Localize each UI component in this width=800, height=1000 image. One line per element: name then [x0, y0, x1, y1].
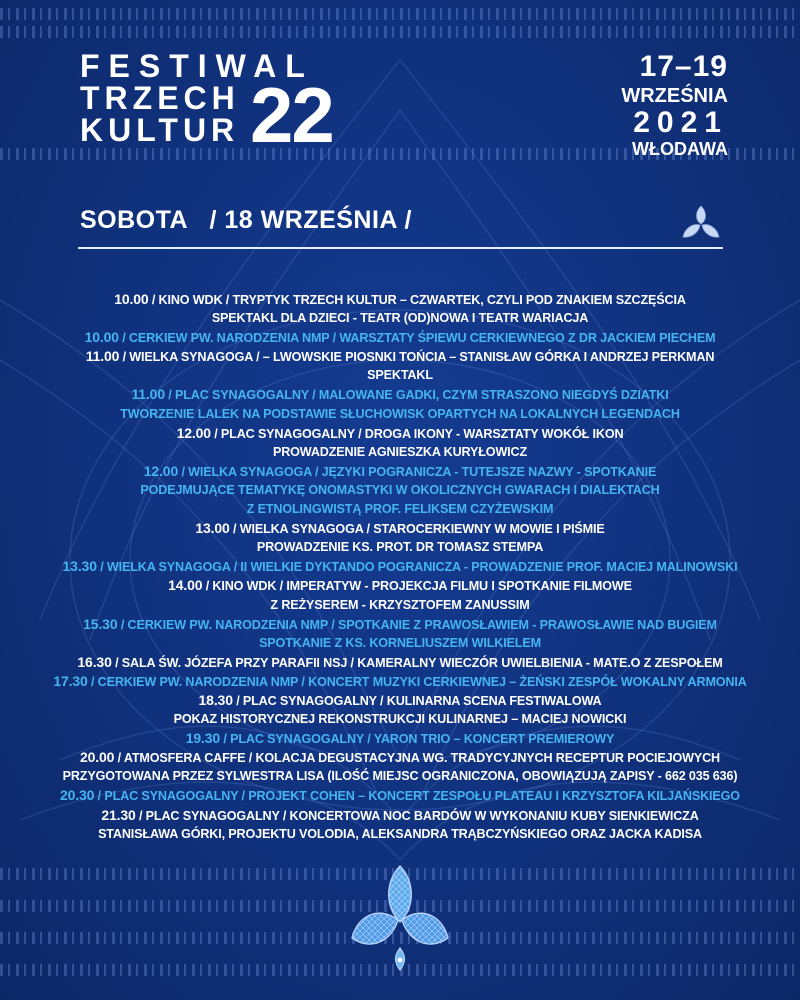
dates-year: 2021	[633, 106, 728, 139]
schedule-row	[0, 615, 800, 634]
schedule-line	[212, 309, 588, 328]
schedule-line	[174, 710, 627, 729]
schedule-description: / PLAC SYNAGOGALNY / MALOWANE GADKI, CZYM STRASZONO NIEGDYŚ DZIATKI	[164, 388, 669, 403]
schedule-line	[53, 672, 746, 692]
schedule-description: / SALA ŚW. JÓZEFA PRZY PARAFII NSJ / KAMERALNY WIECZÓR UWIELBIENIA - MATE.O Z ZESPOŁEM	[111, 655, 723, 670]
schedule-description: / KINO WDK / IMPERATYW - PROJEKCJA FILMU I SPOTKANIE FILMOWE	[202, 579, 632, 594]
schedule-row	[0, 653, 800, 672]
schedule-line	[273, 443, 527, 462]
schedule-description: / KINO WDK / TRYPTYK TRZECH KULTUR – CZWARTEK, CZYLI POD ZNAKIEM SZCZĘŚCIA	[148, 293, 686, 307]
schedule-line	[177, 424, 624, 444]
schedule-line	[168, 576, 632, 596]
schedule-row	[0, 596, 800, 615]
schedule-row	[0, 500, 800, 519]
schedule-line	[367, 366, 433, 385]
schedule-line	[195, 519, 604, 539]
schedule-row	[0, 672, 800, 691]
schedule-time: 19.30	[185, 730, 221, 747]
schedule-description: PROWADZENIE AGNIESZKA KURYŁOWICZ	[272, 444, 528, 459]
schedule-line	[140, 481, 659, 500]
schedule-description: / ATMOSFERA CAFFE / KOLACJA DEGUSTACYJNA WG. TRADYCYJNYCH RECEPTUR POCIEJOWYCH	[114, 751, 721, 766]
schedule-description: PODEJMUJĄCE TEMATYKĘ ONOMASTYKI W OKOLICZNYCH GWARACH I DIALEKTACH	[140, 482, 660, 497]
schedule-description: Z REŻYSEREM - KRZYSZTOFEM ZANUSSIM	[270, 597, 530, 612]
schedule-description: / CERKIEW PW. NARODZENIA NMP / SPOTKANIE Z PRAWOSŁAWIEM - PRAWOSŁAWIE NAD BUGIEM	[117, 617, 717, 632]
dates-month: WRZEŚNIA	[621, 85, 728, 107]
schedule-line	[85, 328, 716, 348]
schedule-time: 13.00	[195, 520, 230, 537]
trefoil-emblem-icon	[680, 204, 722, 240]
schedule-description: SPEKTAKL	[367, 368, 433, 383]
schedule-line	[63, 767, 738, 786]
schedule-time: 20.30	[60, 787, 95, 804]
schedule-description: SPOTKANIE Z KS. KORNELIUSZEM WILKIELEM	[259, 635, 541, 650]
schedule-description: TWORZENIE LALEK NA PODSTAWIE SŁUCHOWISK OPARTYCH NA LOKALNYCH LEGENDACH	[120, 406, 680, 421]
schedule-line	[270, 596, 529, 615]
logo-line-trzech: TRZECH	[80, 80, 240, 116]
schedule-row	[0, 576, 800, 595]
schedule-description: / PLAC SYNAGOGALNY / PROJEKT COHEN – KONCERT ZESPOŁU PLATEAU I KRZYSZTOFA KILJAŃSKIEGO	[94, 789, 740, 804]
schedule-row	[0, 710, 800, 729]
schedule-row	[0, 729, 800, 748]
schedule-description: PROWADZENIE KS. PROT. DR TOMASZ STEMPA	[256, 540, 544, 555]
schedule-row	[0, 519, 800, 538]
schedule-line	[101, 806, 698, 826]
schedule-time: 21.30	[101, 806, 136, 823]
schedule-row	[0, 347, 800, 366]
schedule-description: / CERKIEW PW. NARODZENIA NMP / WARSZTATY ŚPIEWU CERKIEWNEGO Z DR JACKIEM PIECHEM	[118, 331, 716, 346]
schedule-row	[0, 557, 800, 576]
schedule-time: 17.30	[53, 672, 88, 689]
schedule-time: 16.30	[77, 653, 112, 670]
schedule-row	[0, 691, 800, 710]
schedule-time: 10.00	[114, 291, 149, 307]
schedule-row	[0, 806, 800, 825]
schedule-line	[98, 825, 702, 844]
schedule-row	[0, 405, 800, 424]
schedule-description: / WIELKA SYNAGOGA / II WIELKIE DYKTANDO POGRANICZA - PROWADZENIE PROF. MACIEJ MALINOWSKI	[96, 560, 738, 575]
logo-line-kultur: KULTUR	[80, 112, 240, 148]
schedule-row	[0, 825, 800, 844]
schedule-description: / WIELKA SYNAGOGA / JĘZYKI POGRANICZA - TUTEJSZE NAZWY - SPOTKANIE	[178, 464, 657, 479]
schedule-description: Z ETNOLINGWISTĄ PROF. FELIKSEM CZYŻEWSKIM	[246, 502, 554, 517]
day-title: SOBOTA / 18 WRZEŚNIA /	[80, 206, 412, 234]
schedule-row	[0, 366, 800, 385]
schedule-line	[199, 691, 602, 711]
schedule-time: 11.00	[85, 348, 120, 365]
schedule-row	[0, 443, 800, 462]
festival-logo	[80, 48, 333, 159]
schedule-time: 10.00	[84, 329, 119, 346]
schedule-description: POKAZ HISTORYCZNEJ REKONSTRUKCJI KULINARNEJ – MACIEJ NOWICKI	[173, 712, 627, 727]
schedule-description: / PLAC SYNAGOGALNY / DROGA IKONY - WARSZTATY WOKÓŁ IKON	[210, 426, 624, 441]
schedule-time: 18.30	[198, 691, 233, 708]
schedule-row	[0, 328, 800, 347]
schedule-line	[131, 385, 668, 405]
schedule-row	[0, 748, 800, 767]
trefoil-emblem-icon	[348, 862, 452, 974]
schedule-line	[80, 748, 720, 768]
schedule-time: 15.30	[83, 615, 118, 632]
schedule-row	[0, 290, 800, 309]
schedule-time: 14.00	[168, 577, 203, 594]
schedule-time: 13.30	[62, 558, 97, 575]
schedule-row	[0, 424, 800, 443]
schedule-row	[0, 481, 800, 500]
schedule-line	[186, 729, 614, 749]
schedule-time: 12.00	[143, 462, 179, 479]
schedule-description: PRZYGOTOWANA PRZEZ SYLWESTRA LISA (ILOŚĆ MIEJSC OGRANICZONA, OBOWIĄZUJĄ ZAPISY - 662 035 636)	[62, 769, 738, 784]
schedule-line	[83, 615, 717, 635]
schedule-list	[0, 290, 800, 844]
logo-line-festiwal: FESTIWAL	[80, 48, 314, 84]
schedule-line	[259, 634, 541, 653]
schedule-row	[0, 767, 800, 786]
schedule-description: / WIELKA SYNAGOGA / STAROCERKIEWNY W MOWIE I PIŚMIE	[229, 522, 605, 537]
schedule-row	[0, 786, 800, 805]
schedule-description: SPEKTAKL DLA DZIECI - TEATR (OD)NOWA I TEATR WARIACJA	[211, 311, 589, 326]
schedule-description: / PLAC SYNAGOGALNY / KULINARNA SCENA FESTIWALOWA	[232, 693, 602, 708]
schedule-line	[144, 462, 656, 482]
schedule-description: / PLAC SYNAGOGALNY / YARON TRIO – KONCERT PREMIEROWY	[220, 732, 615, 747]
schedule-row	[0, 309, 800, 328]
schedule-time: 12.00	[176, 424, 211, 441]
schedule-description: / PLAC SYNAGOGALNY / KONCERTOWA NOC BARDÓW W WYKONANIU KUBY SIENKIEWICZA	[135, 808, 699, 823]
dates-place: WŁODAWA	[632, 139, 728, 159]
schedule-row	[0, 385, 800, 404]
schedule-line	[60, 786, 740, 806]
schedule-line	[114, 290, 686, 310]
schedule-line	[63, 557, 738, 577]
schedule-line	[86, 347, 715, 367]
schedule-row	[0, 462, 800, 481]
schedule-time: 20.00	[79, 749, 115, 766]
schedule-line	[77, 653, 722, 673]
logo-edition-number: 22	[250, 71, 333, 159]
title-divider	[78, 247, 723, 249]
schedule-description: / CERKIEW PW. NARODZENIA NMP / KONCERT MUZYKI CERKIEWNEJ – ŻEŃSKI ZESPÓŁ WOKALNY ARMONIA	[87, 674, 747, 689]
schedule-description: STANISŁAWA GÓRKI, PROJEKTU VOLODIA, ALEKSANDRA TRĄBCZYŃSKIEGO ORAZ JACKA KADISA	[98, 826, 702, 841]
schedule-line	[120, 405, 680, 424]
schedule-description: / WIELKA SYNAGOGA / – LWOWSKIE PIOSNKI TOŃCIA – STANISŁAW GÓRKA I ANDRZEJ PERKMAN	[119, 350, 715, 365]
schedule-row	[0, 538, 800, 557]
schedule-line	[257, 538, 543, 557]
festival-dates	[621, 52, 728, 158]
schedule-time: 11.00	[131, 386, 165, 403]
schedule-line	[247, 500, 554, 519]
dates-days: 17–19	[639, 50, 728, 83]
schedule-row	[0, 634, 800, 653]
